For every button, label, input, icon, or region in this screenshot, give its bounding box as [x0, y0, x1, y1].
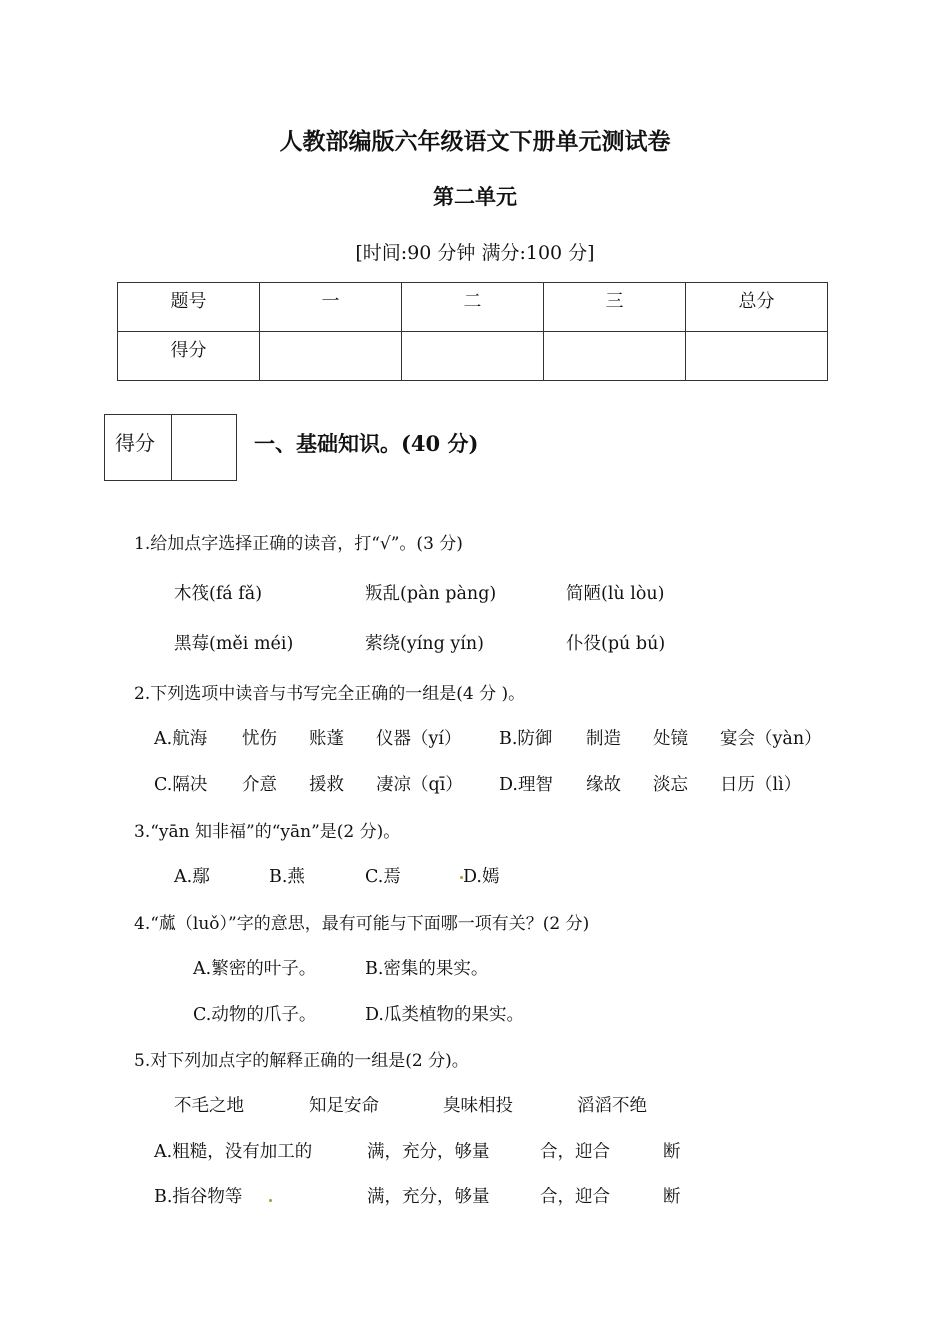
score-table-score-row: [118, 332, 828, 381]
q1-item: 简陋(lù lòu): [566, 584, 665, 604]
q5-option-b: 合，迎合: [540, 1187, 610, 1207]
score-table-cell: 得分: [118, 332, 260, 381]
question-4: 4.“蓏（luǒ）”字的意思，最有可能与下面哪一项有关？(2 分): [134, 914, 590, 934]
q3-option: B.燕: [269, 867, 305, 887]
score-table-cell: 题号: [118, 283, 260, 332]
q5-option-a: A.粗糙，没有加工的: [154, 1142, 313, 1162]
time-info: [时间:90 分钟 满分:100 分]: [355, 242, 595, 264]
q2-option: 账蓬: [309, 729, 344, 749]
q2-option: B.防御: [499, 729, 553, 749]
score-input-cell[interactable]: [686, 332, 828, 381]
q1-item: 叛乱(pàn pàng): [365, 584, 497, 604]
score-box-divider: [171, 415, 172, 480]
q2-option: 宴会（yàn）: [720, 729, 822, 749]
score-table-cell: 一: [260, 283, 402, 332]
q2-option: 凄凉（qī）: [376, 775, 463, 795]
q2-option: C.隔决: [154, 775, 208, 795]
q3-option: C.焉: [365, 867, 401, 887]
q5-option-a: 断: [663, 1142, 681, 1162]
section-score-box: [104, 414, 237, 481]
q5-option-a: 满，充分，够量: [367, 1142, 490, 1162]
q4-option: A.繁密的叶子。: [193, 959, 317, 979]
score-table-cell: 三: [544, 283, 686, 332]
question-3: 3.“yān 知非福”的“yān”是(2 分)。: [134, 822, 401, 842]
q1-item: 木筏(fá fǎ): [174, 584, 263, 604]
q2-option: 制造: [586, 729, 621, 749]
q3-option: A.鄢: [174, 867, 210, 887]
q5-word: 不毛之地: [174, 1096, 244, 1116]
q5-word: 知足安命: [309, 1096, 379, 1116]
q5-option-a: 合，迎合: [540, 1142, 610, 1162]
score-table-header-row: [118, 283, 828, 332]
q5-word: 臭味相投: [443, 1096, 513, 1116]
q2-option: 日历（lì）: [720, 775, 802, 795]
q5-option-b: 满，充分，够量: [367, 1187, 490, 1207]
score-input-cell[interactable]: [544, 332, 686, 381]
score-table: [117, 282, 828, 381]
section-heading: 一、基础知识。(40 分): [254, 431, 479, 456]
q1-item: 萦绕(yíng yín): [365, 634, 484, 654]
q2-option: 忧伤: [242, 729, 277, 749]
q2-option: 仪器（yí）: [376, 729, 462, 749]
score-table-cell: 总分: [686, 283, 828, 332]
q5-option-b: 断: [663, 1187, 681, 1207]
q2-option: 介意: [242, 775, 277, 795]
score-input-cell[interactable]: [402, 332, 544, 381]
q2-option: 处镜: [653, 729, 688, 749]
q1-item: 黑莓(měi méi): [174, 634, 294, 654]
score-input-cell[interactable]: [260, 332, 402, 381]
stray-dot: [269, 1199, 272, 1202]
q2-option: 淡忘: [653, 775, 688, 795]
section-score-label: 得分: [115, 431, 155, 455]
q2-option: D.理智: [499, 775, 553, 795]
q5-option-b: B.指谷物等: [154, 1187, 243, 1207]
question-5: 5.对下列加点字的解释正确的一组是(2 分)。: [134, 1051, 469, 1071]
unit-title: 第二单元: [433, 184, 517, 209]
q4-option: C.动物的爪子。: [193, 1005, 317, 1025]
q5-word: 滔滔不绝: [577, 1096, 647, 1116]
score-table-cell: 二: [402, 283, 544, 332]
q4-option: B.密集的果实。: [365, 959, 489, 979]
q2-option: 缘故: [586, 775, 621, 795]
q2-option: 援救: [309, 775, 344, 795]
q3-option: D.嫣: [463, 867, 500, 887]
q4-option: D.瓜类植物的果实。: [365, 1005, 524, 1025]
q1-item: 仆役(pú bú): [566, 634, 666, 654]
page-title: 人教部编版六年级语文下册单元测试卷: [279, 128, 671, 155]
question-1: 1.给加点字选择正确的读音，打“√”。(3 分): [134, 534, 463, 554]
question-2: 2.下列选项中读音与书写完全正确的一组是(4 分 )。: [134, 684, 526, 704]
q2-option: A.航海: [154, 729, 208, 749]
